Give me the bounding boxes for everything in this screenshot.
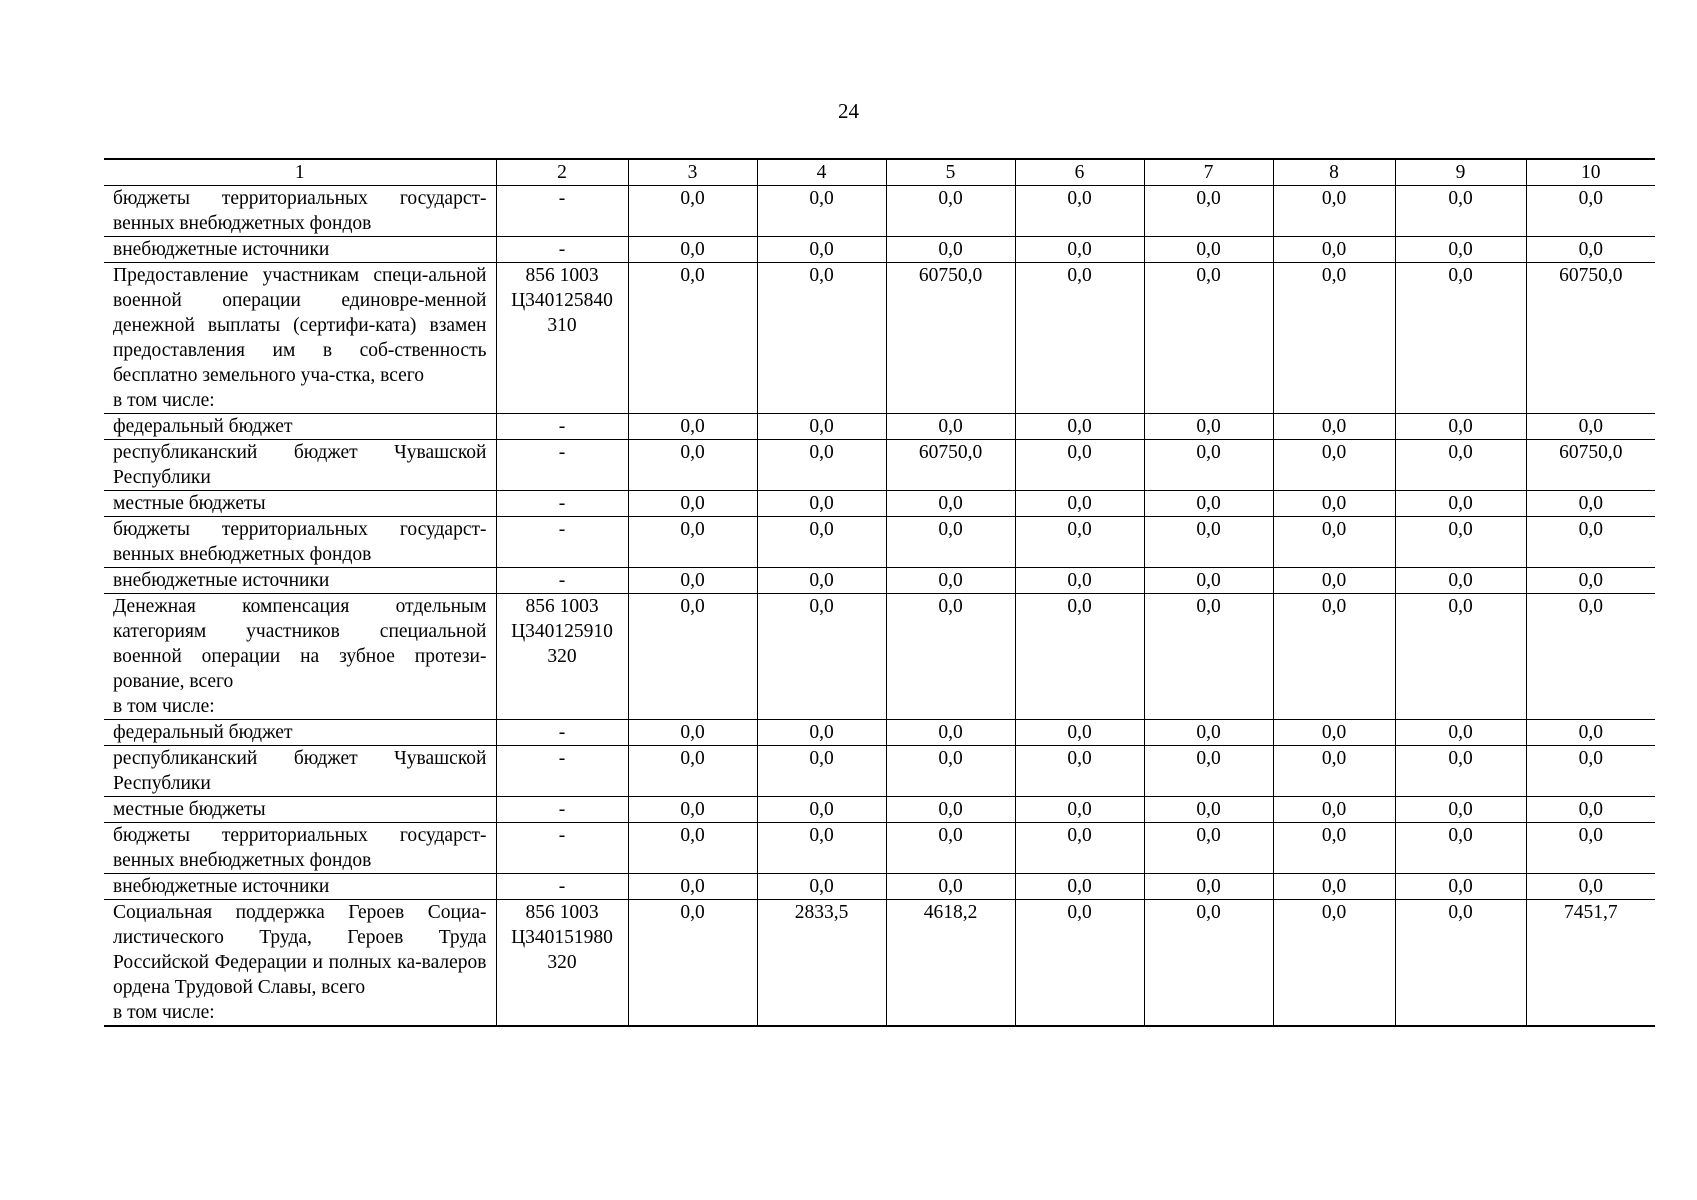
amount-cell: 0,0 <box>1015 414 1144 440</box>
page-number: 24 <box>838 99 859 123</box>
amount-cell: 0,0 <box>757 263 886 414</box>
item-description-cell: внебюджетные источники <box>104 568 496 594</box>
amount-cell: 0,0 <box>1395 594 1526 720</box>
amount-cell: 0,0 <box>628 186 757 237</box>
budget-code-cell: 856 1003 Ц340125910 320 <box>496 594 628 720</box>
budget-code-cell: - <box>496 746 628 797</box>
budget-code-cell: - <box>496 440 628 491</box>
amount-cell: 0,0 <box>1395 823 1526 874</box>
budget-code-cell: - <box>496 720 628 746</box>
amount-cell: 0,0 <box>1273 491 1395 517</box>
amount-cell: 0,0 <box>1526 186 1655 237</box>
amount-cell: 0,0 <box>757 568 886 594</box>
amount-cell: 0,0 <box>1144 797 1273 823</box>
table-row <box>104 440 1655 491</box>
amount-cell: 0,0 <box>757 186 886 237</box>
budget-code-cell: - <box>496 568 628 594</box>
amount-cell: 0,0 <box>886 414 1015 440</box>
amount-cell: 0,0 <box>1526 237 1655 263</box>
amount-cell: 0,0 <box>1144 440 1273 491</box>
item-description-cell: Денежная компенсация отдельным категориям участников специальной военной операции на зубное протези-рование, всего в том числе: <box>104 594 496 720</box>
item-description-cell: местные бюджеты <box>104 491 496 517</box>
amount-cell: 0,0 <box>1526 746 1655 797</box>
amount-cell: 0,0 <box>1395 720 1526 746</box>
amount-cell: 0,0 <box>757 874 886 900</box>
amount-cell: 0,0 <box>886 568 1015 594</box>
column-number-header: 5 <box>886 159 1015 186</box>
amount-cell: 0,0 <box>1395 797 1526 823</box>
amount-cell: 0,0 <box>628 720 757 746</box>
amount-cell: 0,0 <box>1015 186 1144 237</box>
amount-cell: 0,0 <box>1144 568 1273 594</box>
amount-cell: 0,0 <box>628 797 757 823</box>
amount-cell: 0,0 <box>1015 568 1144 594</box>
amount-cell: 0,0 <box>886 720 1015 746</box>
amount-cell: 60750,0 <box>886 440 1015 491</box>
amount-cell: 0,0 <box>628 414 757 440</box>
table-row <box>104 414 1655 440</box>
amount-cell: 0,0 <box>628 237 757 263</box>
amount-cell: 0,0 <box>1526 823 1655 874</box>
amount-cell: 0,0 <box>1395 237 1526 263</box>
amount-cell: 0,0 <box>1395 263 1526 414</box>
amount-cell: 0,0 <box>1526 797 1655 823</box>
amount-cell: 0,0 <box>757 237 886 263</box>
amount-cell: 0,0 <box>886 594 1015 720</box>
amount-cell: 0,0 <box>1526 491 1655 517</box>
amount-cell: 0,0 <box>757 414 886 440</box>
amount-cell: 0,0 <box>1015 823 1144 874</box>
amount-cell: 0,0 <box>1015 594 1144 720</box>
item-description-cell: внебюджетные источники <box>104 874 496 900</box>
column-number-header: 2 <box>496 159 628 186</box>
table-row <box>104 746 1655 797</box>
item-description-cell: федеральный бюджет <box>104 720 496 746</box>
column-number-header: 8 <box>1273 159 1395 186</box>
amount-cell: 0,0 <box>757 746 886 797</box>
table-row <box>104 797 1655 823</box>
amount-cell: 0,0 <box>1273 414 1395 440</box>
table-row <box>104 237 1655 263</box>
table-row <box>104 568 1655 594</box>
amount-cell: 0,0 <box>1395 746 1526 797</box>
amount-cell: 0,0 <box>628 568 757 594</box>
amount-cell: 0,0 <box>1273 568 1395 594</box>
amount-cell: 60750,0 <box>886 263 1015 414</box>
table-row <box>104 900 1655 1027</box>
item-description-cell: Социальная поддержка Героев Социа-листического Труда, Героев Труда Российской Федерации и полных ка-валеров ордена Трудовой Славы, всего в том числе: <box>104 900 496 1027</box>
amount-cell: 0,0 <box>1526 414 1655 440</box>
amount-cell: 0,0 <box>1144 263 1273 414</box>
amount-cell: 0,0 <box>1395 874 1526 900</box>
amount-cell: 0,0 <box>886 491 1015 517</box>
amount-cell: 0,0 <box>1015 440 1144 491</box>
amount-cell: 0,0 <box>757 517 886 568</box>
amount-cell: 0,0 <box>757 797 886 823</box>
amount-cell: 0,0 <box>1144 823 1273 874</box>
column-number-header: 4 <box>757 159 886 186</box>
amount-cell: 0,0 <box>1526 594 1655 720</box>
amount-cell: 0,0 <box>1144 874 1273 900</box>
amount-cell: 0,0 <box>1015 746 1144 797</box>
budget-code-cell: - <box>496 414 628 440</box>
amount-cell: 0,0 <box>628 263 757 414</box>
amount-cell: 0,0 <box>628 517 757 568</box>
budget-code-cell: - <box>496 874 628 900</box>
table-row <box>104 263 1655 414</box>
table-row <box>104 720 1655 746</box>
amount-cell: 0,0 <box>1526 720 1655 746</box>
amount-cell: 0,0 <box>1015 874 1144 900</box>
amount-cell: 0,0 <box>886 823 1015 874</box>
amount-cell: 0,0 <box>1273 186 1395 237</box>
amount-cell: 0,0 <box>886 746 1015 797</box>
table-row <box>104 874 1655 900</box>
column-number-header: 10 <box>1526 159 1655 186</box>
amount-cell: 0,0 <box>1273 594 1395 720</box>
amount-cell: 0,0 <box>1144 491 1273 517</box>
column-number-header: 3 <box>628 159 757 186</box>
table-row <box>104 594 1655 720</box>
column-number-header: 7 <box>1144 159 1273 186</box>
amount-cell: 0,0 <box>757 594 886 720</box>
amount-cell: 0,0 <box>628 823 757 874</box>
amount-cell: 0,0 <box>1395 517 1526 568</box>
amount-cell: 2833,5 <box>757 900 886 1027</box>
amount-cell: 0,0 <box>757 440 886 491</box>
amount-cell: 0,0 <box>1015 720 1144 746</box>
budget-code-cell: - <box>496 797 628 823</box>
amount-cell: 4618,2 <box>886 900 1015 1027</box>
budget-code-cell: 856 1003 Ц340151980 320 <box>496 900 628 1027</box>
amount-cell: 0,0 <box>1395 491 1526 517</box>
item-description-cell: местные бюджеты <box>104 797 496 823</box>
budget-table <box>104 158 1655 1027</box>
amount-cell: 0,0 <box>757 823 886 874</box>
amount-cell: 0,0 <box>757 491 886 517</box>
amount-cell: 0,0 <box>628 746 757 797</box>
amount-cell: 0,0 <box>1144 594 1273 720</box>
amount-cell: 0,0 <box>886 517 1015 568</box>
amount-cell: 0,0 <box>757 720 886 746</box>
budget-code-cell: - <box>496 237 628 263</box>
column-number-header: 9 <box>1395 159 1526 186</box>
amount-cell: 0,0 <box>1395 440 1526 491</box>
item-description-cell: федеральный бюджет <box>104 414 496 440</box>
amount-cell: 0,0 <box>1144 517 1273 568</box>
amount-cell: 0,0 <box>1015 900 1144 1027</box>
table-header-row <box>104 159 1655 186</box>
amount-cell: 0,0 <box>1273 797 1395 823</box>
amount-cell: 0,0 <box>1526 517 1655 568</box>
amount-cell: 0,0 <box>1526 874 1655 900</box>
amount-cell: 0,0 <box>1273 517 1395 568</box>
table-row <box>104 823 1655 874</box>
amount-cell: 7451,7 <box>1526 900 1655 1027</box>
budget-code-cell: - <box>496 186 628 237</box>
amount-cell: 0,0 <box>1395 186 1526 237</box>
amount-cell: 0,0 <box>1015 491 1144 517</box>
budget-code-cell: - <box>496 517 628 568</box>
amount-cell: 0,0 <box>886 237 1015 263</box>
amount-cell: 0,0 <box>1273 874 1395 900</box>
amount-cell: 60750,0 <box>1526 263 1655 414</box>
item-description-cell: внебюджетные источники <box>104 237 496 263</box>
amount-cell: 0,0 <box>628 900 757 1027</box>
amount-cell: 0,0 <box>1273 900 1395 1027</box>
amount-cell: 0,0 <box>1015 263 1144 414</box>
budget-code-cell: - <box>496 491 628 517</box>
amount-cell: 0,0 <box>1015 797 1144 823</box>
budget-code-cell: - <box>496 823 628 874</box>
table-row <box>104 186 1655 237</box>
amount-cell: 0,0 <box>1395 900 1526 1027</box>
amount-cell: 0,0 <box>1144 237 1273 263</box>
column-number-header: 1 <box>104 159 496 186</box>
amount-cell: 0,0 <box>1273 746 1395 797</box>
amount-cell: 0,0 <box>628 874 757 900</box>
item-description-cell: бюджеты территориальных государст-венных внебюджетных фондов <box>104 517 496 568</box>
amount-cell: 0,0 <box>1015 517 1144 568</box>
amount-cell: 0,0 <box>1273 823 1395 874</box>
amount-cell: 60750,0 <box>1526 440 1655 491</box>
amount-cell: 0,0 <box>628 491 757 517</box>
amount-cell: 0,0 <box>886 797 1015 823</box>
amount-cell: 0,0 <box>1273 440 1395 491</box>
item-description-cell: бюджеты территориальных государст-венных внебюджетных фондов <box>104 186 496 237</box>
amount-cell: 0,0 <box>886 874 1015 900</box>
amount-cell: 0,0 <box>1273 237 1395 263</box>
column-number-header: 6 <box>1015 159 1144 186</box>
amount-cell: 0,0 <box>1395 414 1526 440</box>
amount-cell: 0,0 <box>1144 720 1273 746</box>
amount-cell: 0,0 <box>628 594 757 720</box>
amount-cell: 0,0 <box>1395 568 1526 594</box>
item-description-cell: республиканский бюджет Чувашской Республики <box>104 440 496 491</box>
amount-cell: 0,0 <box>1273 720 1395 746</box>
amount-cell: 0,0 <box>1144 186 1273 237</box>
table-row <box>104 491 1655 517</box>
amount-cell: 0,0 <box>886 186 1015 237</box>
amount-cell: 0,0 <box>628 440 757 491</box>
item-description-cell: Предоставление участникам специ-альной военной операции единовре-менной денежной выплаты (сертифи-ката) взамен предоставления им в соб-ственность бесплатно земельного уча-стка, всего в том числе: <box>104 263 496 414</box>
item-description-cell: республиканский бюджет Чувашской Республики <box>104 746 496 797</box>
amount-cell: 0,0 <box>1273 263 1395 414</box>
item-description-cell: бюджеты территориальных государст-венных внебюджетных фондов <box>104 823 496 874</box>
amount-cell: 0,0 <box>1015 237 1144 263</box>
amount-cell: 0,0 <box>1144 900 1273 1027</box>
amount-cell: 0,0 <box>1144 414 1273 440</box>
table-row <box>104 517 1655 568</box>
budget-code-cell: 856 1003 Ц340125840 310 <box>496 263 628 414</box>
amount-cell: 0,0 <box>1526 568 1655 594</box>
amount-cell: 0,0 <box>1144 746 1273 797</box>
